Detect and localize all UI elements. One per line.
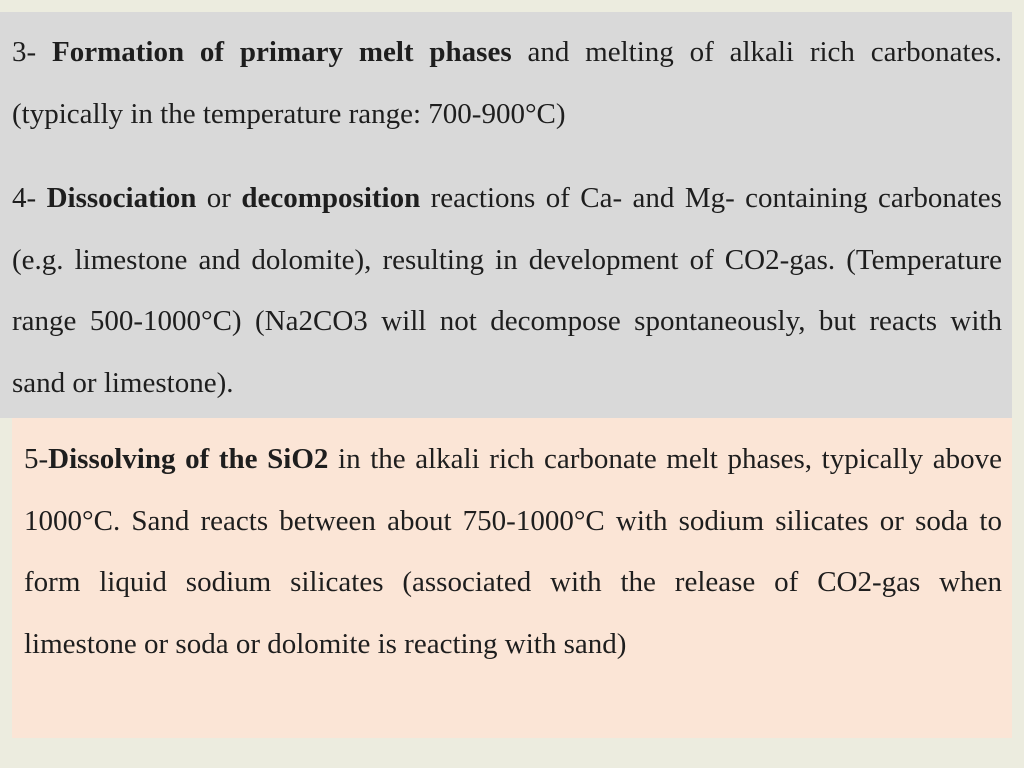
point-4-term-dissociation: Dissociation [46,182,197,214]
point-3-number: 3- [12,36,52,68]
point-3-paragraph [12,22,1002,145]
point-5-text: in the alkali rich carbonate melt phases, typically above 1000°C. Sand reacts between about 750-1000°C with sodium silicates or soda to form liquid sodium silicates (associated with the release of CO2-gas when limestone or soda or dolomite is reacting with sand) [24,443,1002,660]
point-4-connector: or [196,182,242,214]
point-4-paragraph [12,168,1002,414]
point-5-number: 5- [24,443,49,475]
point-5-paragraph [24,429,1002,675]
point-4-term-decomposition: decomposition [241,182,421,214]
point-5-term: Dissolving of the SiO2 [48,443,329,475]
point-4-text: reactions of Ca- and Mg- containing carbonates (e.g. limestone and dolomite), resulting in development of CO2-gas. (Temperature range 500-1000°C) (Na2CO3 will not decompose spontaneously, but reacts with sand or limestone). [12,182,1002,399]
point-3-text: and melting of alkali rich carbonates. (typically in the temperature range: 700-900°C) [12,36,1002,130]
point-4-number: 4- [12,182,47,214]
point-3-term: Formation of primary melt phases [52,36,512,68]
